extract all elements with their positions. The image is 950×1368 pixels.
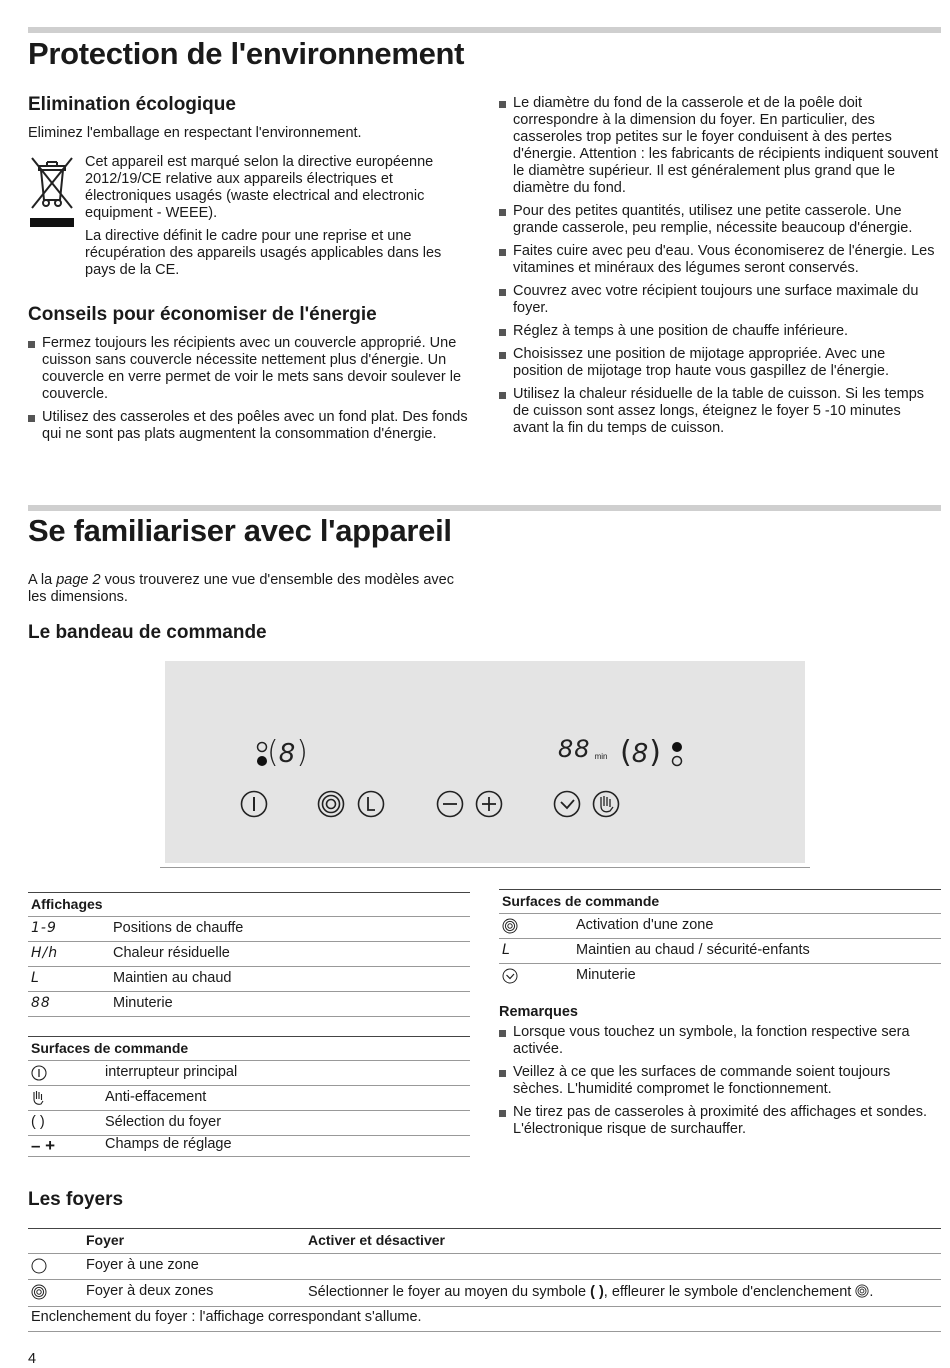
timer-button-icon[interactable] [552,789,582,819]
section-rule-1 [28,27,941,33]
timer-min-label: min [594,752,608,761]
table-row [499,964,941,988]
table-header [28,893,470,917]
left-zone-display [267,735,308,772]
label-dual-zone: Foyer à deux zones [86,1283,214,1299]
list-item: Utilisez la chaleur résiduelle de la table de cuisson. Si les temps de cuisson sont assez longs, éteignez le foyer 5 -10 minutes avant la fin du temps de cuisson. [499,386,939,437]
label-keep-warm-lock: Maintien au chaud / sécurité-enfants [576,942,810,958]
plus-button-icon[interactable] [474,789,504,819]
timer-icon [502,968,518,984]
heading-energy-tips: Conseils pour économiser de l'énergie [28,304,377,325]
table-header [28,1037,470,1061]
label-timer: Minuterie [113,995,173,1011]
minus-button-icon[interactable] [435,789,465,819]
power-icon [31,1065,47,1081]
affichages-table [28,892,470,1018]
burners-footer-note: Enclenchement du foyer : l'affichage correspondant s'allume. [31,1309,422,1325]
table-row [28,1307,941,1332]
table-row [28,1136,470,1157]
right-zone-indicator-icon [670,739,684,771]
surfaces-right-table [499,889,941,989]
label-keep-warm: Maintien au chaud [113,970,232,986]
table-row [28,917,470,942]
symbol-timer: 88 [31,995,51,1011]
action-text-c: . [869,1284,874,1300]
col-burner: Foyer [86,1232,125,1248]
left-bracket-open: ( [267,735,279,770]
burners-table [28,1228,941,1332]
table-row [28,1111,470,1136]
list-item: Veillez à ce que les surfaces de commande soient toujours sèches. L'humidité compromet le fonctionnement. [499,1064,939,1098]
energy-tips-left-list [28,335,468,449]
intro-text-a: A la [28,572,57,588]
timer-digits: 88 [558,735,591,763]
table-row [28,1086,470,1111]
table-header [499,890,941,914]
table-row [28,992,470,1017]
heading-elimination: Elimination écologique [28,94,236,115]
dual-zone-icon [502,918,518,934]
intro-text-b: vous trouverez une vue d'ensemble des modèles avec les dimensions. [28,572,454,605]
weee-text-2: La directive définit le cadre pour une reprise et une récupération des appareils usagés applicables dans les pays de la CE. [85,228,442,278]
wipe-protection-icon [31,1090,45,1106]
list-item: Couvrez avec votre récipient toujours une surface maximale du foyer. [499,283,939,317]
page-title-environment: Protection de l'environnement [28,36,465,71]
col-action: Activer et désactiver [308,1232,445,1248]
heading-burners: Les foyers [28,1189,124,1210]
table-row [499,914,941,939]
remarques-title: Remarques [499,1004,578,1020]
left-zone-digit: 8 [278,739,297,769]
section-rule-2 [28,505,941,511]
timer-display [558,735,608,765]
table-row [499,939,941,964]
remarques-block [499,1004,939,1144]
appliance-intro [28,572,468,606]
zone-select-symbol: ( ) [590,1284,604,1300]
symbol-adjust: – + [31,1136,56,1155]
dual-zone-icon [855,1284,869,1298]
dual-zone-action [308,1284,873,1301]
wipe-protection-button-icon[interactable] [591,789,621,819]
left-bracket-close: ) [296,735,308,770]
label-heat-levels: Positions de chauffe [113,920,244,936]
panel-divider [160,867,810,868]
energy-tips-right-list [499,95,939,443]
list-item: Lorsque vous touchez un symbole, la fonction respective sera activée. [499,1024,939,1058]
weee-bin-icon [28,154,76,230]
list-item: Fermez toujours les récipients avec un couvercle approprié. Une cuisson sans couvercle nécessite nettement plus d'énergie. Un couvercle en verre permet de voir le mets sans devoir soulever le couvercle. [28,335,468,403]
single-zone-icon [31,1258,47,1274]
symbol-heat-levels: 1-9 [31,920,57,936]
table-row [28,967,470,992]
surfaces-left-table [28,1036,470,1156]
table-row [28,1254,941,1280]
surfaces-left-title: Surfaces de commande [31,1040,189,1056]
label-wipe-protection: Anti-effacement [105,1089,207,1105]
list-item: Faites cuire avec peu d'eau. Vous économiserez de l'énergie. Les vitamines et minéraux des légumes seront conservés. [499,243,939,277]
power-button-icon[interactable] [239,789,269,819]
symbol-keep-warm-lock: L [502,942,511,958]
right-zone-digit: 8 [631,739,650,769]
table-row [28,1280,941,1307]
list-item: Pour des petites quantités, utilisez une petite casserole. Une grande casserole, peu remplie, nécessite beaucoup d'énergie. [499,203,939,237]
right-bracket-close: ) [649,735,661,770]
action-text-b: , effleurer le symbole d'enclenchement [603,1284,856,1300]
keep-warm-button-icon[interactable] [356,789,386,819]
label-single-zone: Foyer à une zone [86,1257,199,1273]
label-timer-control: Minuterie [576,967,636,983]
list-item: Choisissez une position de mijotage appropriée. Avec une position de mijotage trop haute vous gaspillez de l'énergie. [499,346,939,380]
surfaces-right-title: Surfaces de commande [502,893,660,909]
weee-text-1: Cet appareil est marqué selon la directive européenne 2012/19/CE relative aux appareils électriques et électroniques usagés (waste electrical and electronic equipment - WEEE). [85,154,434,221]
list-item: Ne tirez pas de casseroles à proximité des affichages et sondes. L'électronique risque de surchauffer. [499,1104,939,1138]
label-residual-heat: Chaleur résiduelle [113,945,230,961]
table-row [28,1061,470,1086]
dual-zone-icon [31,1284,47,1300]
symbol-keep-warm: L [31,970,40,986]
right-bracket-open: ( [620,735,632,770]
list-item: Le diamètre du fond de la casserole et de la poêle doit correspondre à la dimension du foyer. En particulier, des casseroles trop petites sur le foyer conduisent à des pertes d'énergie. Attention : les fabricants de récipients indiquent souvent le diamètre supérieur. Il est généralement plus grand que le diamètre du fond. [499,95,939,197]
right-zone-display [620,735,661,772]
affichages-title: Affichages [31,896,103,912]
page-title-appliance: Se familiariser avec l'appareil [28,513,452,548]
table-header [28,1229,941,1254]
list-item: Utilisez des casseroles et des poêles avec un fond plat. Des fonds qui ne sont pas plats augmentent la consommation d'énergie. [28,409,468,443]
list-item: Réglez à temps à une position de chauffe inférieure. [499,323,939,340]
heading-control-panel: Le bandeau de commande [28,622,267,643]
dual-zone-button-icon[interactable] [316,789,346,819]
table-row [28,942,470,967]
label-adjust: Champs de réglage [105,1136,232,1152]
control-panel-illustration [165,661,805,863]
label-main-switch: interrupteur principal [105,1064,238,1080]
weee-description [85,154,470,279]
elimination-intro: Eliminez l'emballage en respectant l'environnement. [28,125,362,141]
action-text-a: Sélectionner le foyer au moyen du symbole [308,1284,591,1300]
page-number: 4 [28,1351,37,1367]
label-zone-activation: Activation d'une zone [576,917,714,933]
symbol-zone-select: ( ) [31,1114,45,1130]
label-zone-select: Sélection du foyer [105,1114,222,1130]
page-reference-link: page 2 [56,572,101,588]
symbol-residual-heat: H/h [31,945,59,961]
